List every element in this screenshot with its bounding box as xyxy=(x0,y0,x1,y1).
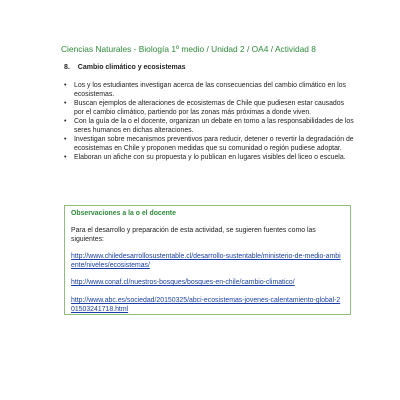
teacher-notes-intro: Para el desarrollo y preparación de esta actividad, se sugieren fuentes como las siguientes: xyxy=(71,227,316,243)
list-item: • Buscan ejemplos de alteraciones de ecosistemas de Chile que pudiesen estar causados por el cambio climático, partiendo por las zonas más próximas a donde viven. xyxy=(64,100,354,117)
activity-steps-list xyxy=(64,82,354,163)
list-item: • Los y los estudiantes investigan acerca de las consecuencias del cambio climático en los ecosistemas. xyxy=(64,82,354,99)
list-item: • Elaboran un afiche con su propuesta y lo publican en lugares visibles del liceo o escuela. xyxy=(64,154,354,163)
activity-title: Cambio climático y ecosistemas xyxy=(77,64,186,71)
activity-heading xyxy=(64,64,186,71)
source-link-conaf[interactable]: http://www.conaf.cl/nuestros-bosques/bosques-en-chile/cambio-climatico/ xyxy=(71,279,295,287)
activity-number: 8. xyxy=(64,64,70,71)
page-header-title: Ciencias Naturales - Biología 1º medio / Unidad 2 / OA4 / Actividad 8 xyxy=(61,44,316,54)
list-item: • Investigan sobre mecanismos preventivos para reducir, detener o revertir la degradación de ecosistemas en Chile y proponen medidas que su comunidad o región pudiese adoptar. xyxy=(64,136,354,153)
teacher-notes-title: Observaciones a la o el docente xyxy=(71,210,176,217)
list-item: • Con la guía de la o el docente, organizan un debate en torno a las responsabilidades de los seres humanos en dichas alteraciones. xyxy=(64,118,354,135)
teacher-notes-box xyxy=(64,205,351,315)
source-link-abc[interactable]: http://www.abc.es/sociedad/20150325/abci-ecosistemas-jovenes-calentamiento-global-201503241718.html xyxy=(71,296,341,313)
source-link-chiledesarrollosustentable[interactable]: http://www.chiledesarrollosustentable.cl/desarrollo-sustentable/ministerio-de-medio-ambiente/niveles/ecosistemas/ xyxy=(71,253,341,269)
